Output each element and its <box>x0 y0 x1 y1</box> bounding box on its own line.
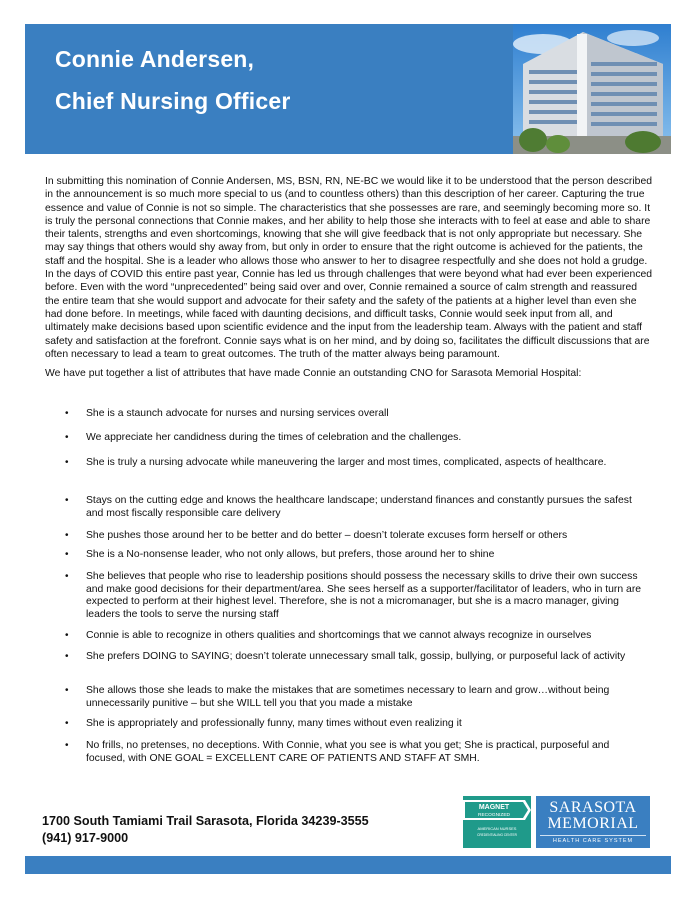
magnet-line1: MAGNET <box>478 804 510 811</box>
list-item <box>45 685 655 710</box>
bullet-icon: • <box>65 530 69 541</box>
list-item <box>45 495 655 520</box>
bullet-icon: • <box>65 571 69 582</box>
list-item-text: She is truly a nursing advocate while maneuvering the larger and most times, complicated, aspects of healthcare. <box>86 457 607 468</box>
sarasota-memorial-logo <box>536 796 650 848</box>
list-item <box>45 718 655 731</box>
smh-logo-line1: SARASOTA <box>549 799 637 816</box>
magnet-sub2: CREDENTIALING CENTER <box>477 833 517 837</box>
bullet-icon: • <box>65 408 69 419</box>
bullet-icon: • <box>65 457 69 468</box>
list-item <box>45 408 655 421</box>
list-item-text: We appreciate her candidness during the times of celebration and the challenges. <box>86 432 462 443</box>
page-title-role: Chief Nursing Officer <box>55 88 291 114</box>
list-item-text: She is appropriately and professionally funny, many times without even realizing it <box>86 718 462 729</box>
list-item <box>45 432 655 445</box>
list-item <box>45 530 655 543</box>
list-item <box>45 651 655 664</box>
list-item-text: She pushes those around her to be better and do better – doesn’t tolerate excuses form herself or others <box>86 530 568 541</box>
bullet-icon: • <box>65 685 69 696</box>
footer-bar <box>25 856 671 874</box>
nomination-body <box>45 175 653 386</box>
list-item-text: No frills, no pretenses, no deceptions. With Connie, what you see is what you get; She is practical, purposeful and focused, with ONE GOAL = EXCELLENT CARE OF PATIENTS AND STAFF AT SMH. <box>86 740 610 764</box>
attributes-intro: We have put together a list of attributes that have made Connie an outstanding CNO for Sarasota Memorial Hospital: <box>45 368 582 380</box>
list-item-text: She believes that people who rise to leadership positions should possess the necessary skills to drive their own success and make good decisions for their department/area. She sees herself as a supporter/facilitator of leaders, who in turn are expected to perform at their highest level. Therefore, she is not a micromanager, but she is a macro manager, giving leaders the tools to serve the nursing staff <box>86 571 642 620</box>
header-banner <box>25 24 671 154</box>
magnet-line2: RECOGNIZED <box>478 813 510 818</box>
address-block <box>42 813 369 846</box>
hospital-building-photo <box>513 24 671 154</box>
smh-logo-line2: MEMORIAL <box>547 815 639 832</box>
list-item-text: Stays on the cutting edge and knows the healthcare landscape; understand finances and constantly pursues the safest and most fiscally responsible care delivery <box>86 495 632 519</box>
bullet-icon: • <box>65 549 69 560</box>
list-item <box>45 630 655 643</box>
list-item-text: She allows those she leads to make the mistakes that are sometimes necessary to learn and grow…without being unnecessarily punitive – but she WILL tell you that you made a mistake <box>86 685 610 709</box>
list-item-text: Connie is able to recognize in others qualities and shortcomings that we cannot always recognize in ourselves <box>86 630 592 641</box>
magnet-sub: AMERICAN NURSES <box>477 826 517 831</box>
intro-paragraph: In submitting this nomination of Connie Andersen, MS, BSN, RN, NE-BC we would like it to be understood that the person described in the announcement is so much more special to us (and to countless others) than this description of her career. Capturing the true essence and value of Connie is not so simple. The characteristics that she possesses are rare, and seemingly becoming more so. It is truly the personal connections that Connie makes, and her ability to help those she interacts with to feel at ease and able to share their talents, strengths and even shortcomings, knowing that she will give feedback that is not only appropriate but necessary. She may say things that others would shy away from, but only in order to ensure that the right outcome is achieved for the patients, the staff and the hospital. She is a leader who allows those who answer to her to disagree respectfully and she does not hold a grudge. In the days of COVID this entire past year, Connie has led us through challenges that were beyond what had ever been experienced before. Even with the word “unprecedented” being said over and over, Connie remained a source of calm strength and reassured the entire team that she would support and advocate for their safety and the safety of the patients at a higher level than even she had done before. In meetings, while faced with daunting decisions, and difficult tasks, Connie would seek input from all, and ultimately make decisions based upon scientific evidence and the input from the leadership team. Always with the patient and staff safety and satisfaction at the forefront. Connie says what is on her mind, and by doing so, facilitates the difficult discussions that are often necessary to lead a team to great outcomes. The truth of the matter always being paramount. <box>45 176 653 360</box>
bullet-icon: • <box>65 740 69 751</box>
list-item <box>45 549 655 562</box>
list-item <box>45 740 655 765</box>
list-item <box>45 457 655 470</box>
phone-number: (941) 917-9000 <box>42 830 129 845</box>
list-item-text: She is a staunch advocate for nurses and nursing services overall <box>86 408 389 419</box>
list-item <box>45 571 655 621</box>
page-title-name: Connie Andersen, <box>55 46 255 72</box>
smh-logo-subtitle: HEALTH CARE SYSTEM <box>540 835 646 846</box>
bullet-icon: • <box>65 718 69 729</box>
bullet-icon: • <box>65 495 69 506</box>
list-item-text: She prefers DOING to SAYING; doesn’t tolerate unnecessary small talk, gossip, bullying, or purposeful lack of activity <box>86 651 626 662</box>
list-item-text: She is a No-nonsense leader, who not only allows, but prefers, those around her to shine <box>86 549 495 560</box>
street-address: 1700 South Tamiami Trail Sarasota, Florida 34239-3555 <box>42 814 369 828</box>
bullet-icon: • <box>65 630 69 641</box>
bullet-icon: • <box>65 651 69 662</box>
bullet-icon: • <box>65 432 69 443</box>
magnet-recognized-logo <box>463 796 531 848</box>
